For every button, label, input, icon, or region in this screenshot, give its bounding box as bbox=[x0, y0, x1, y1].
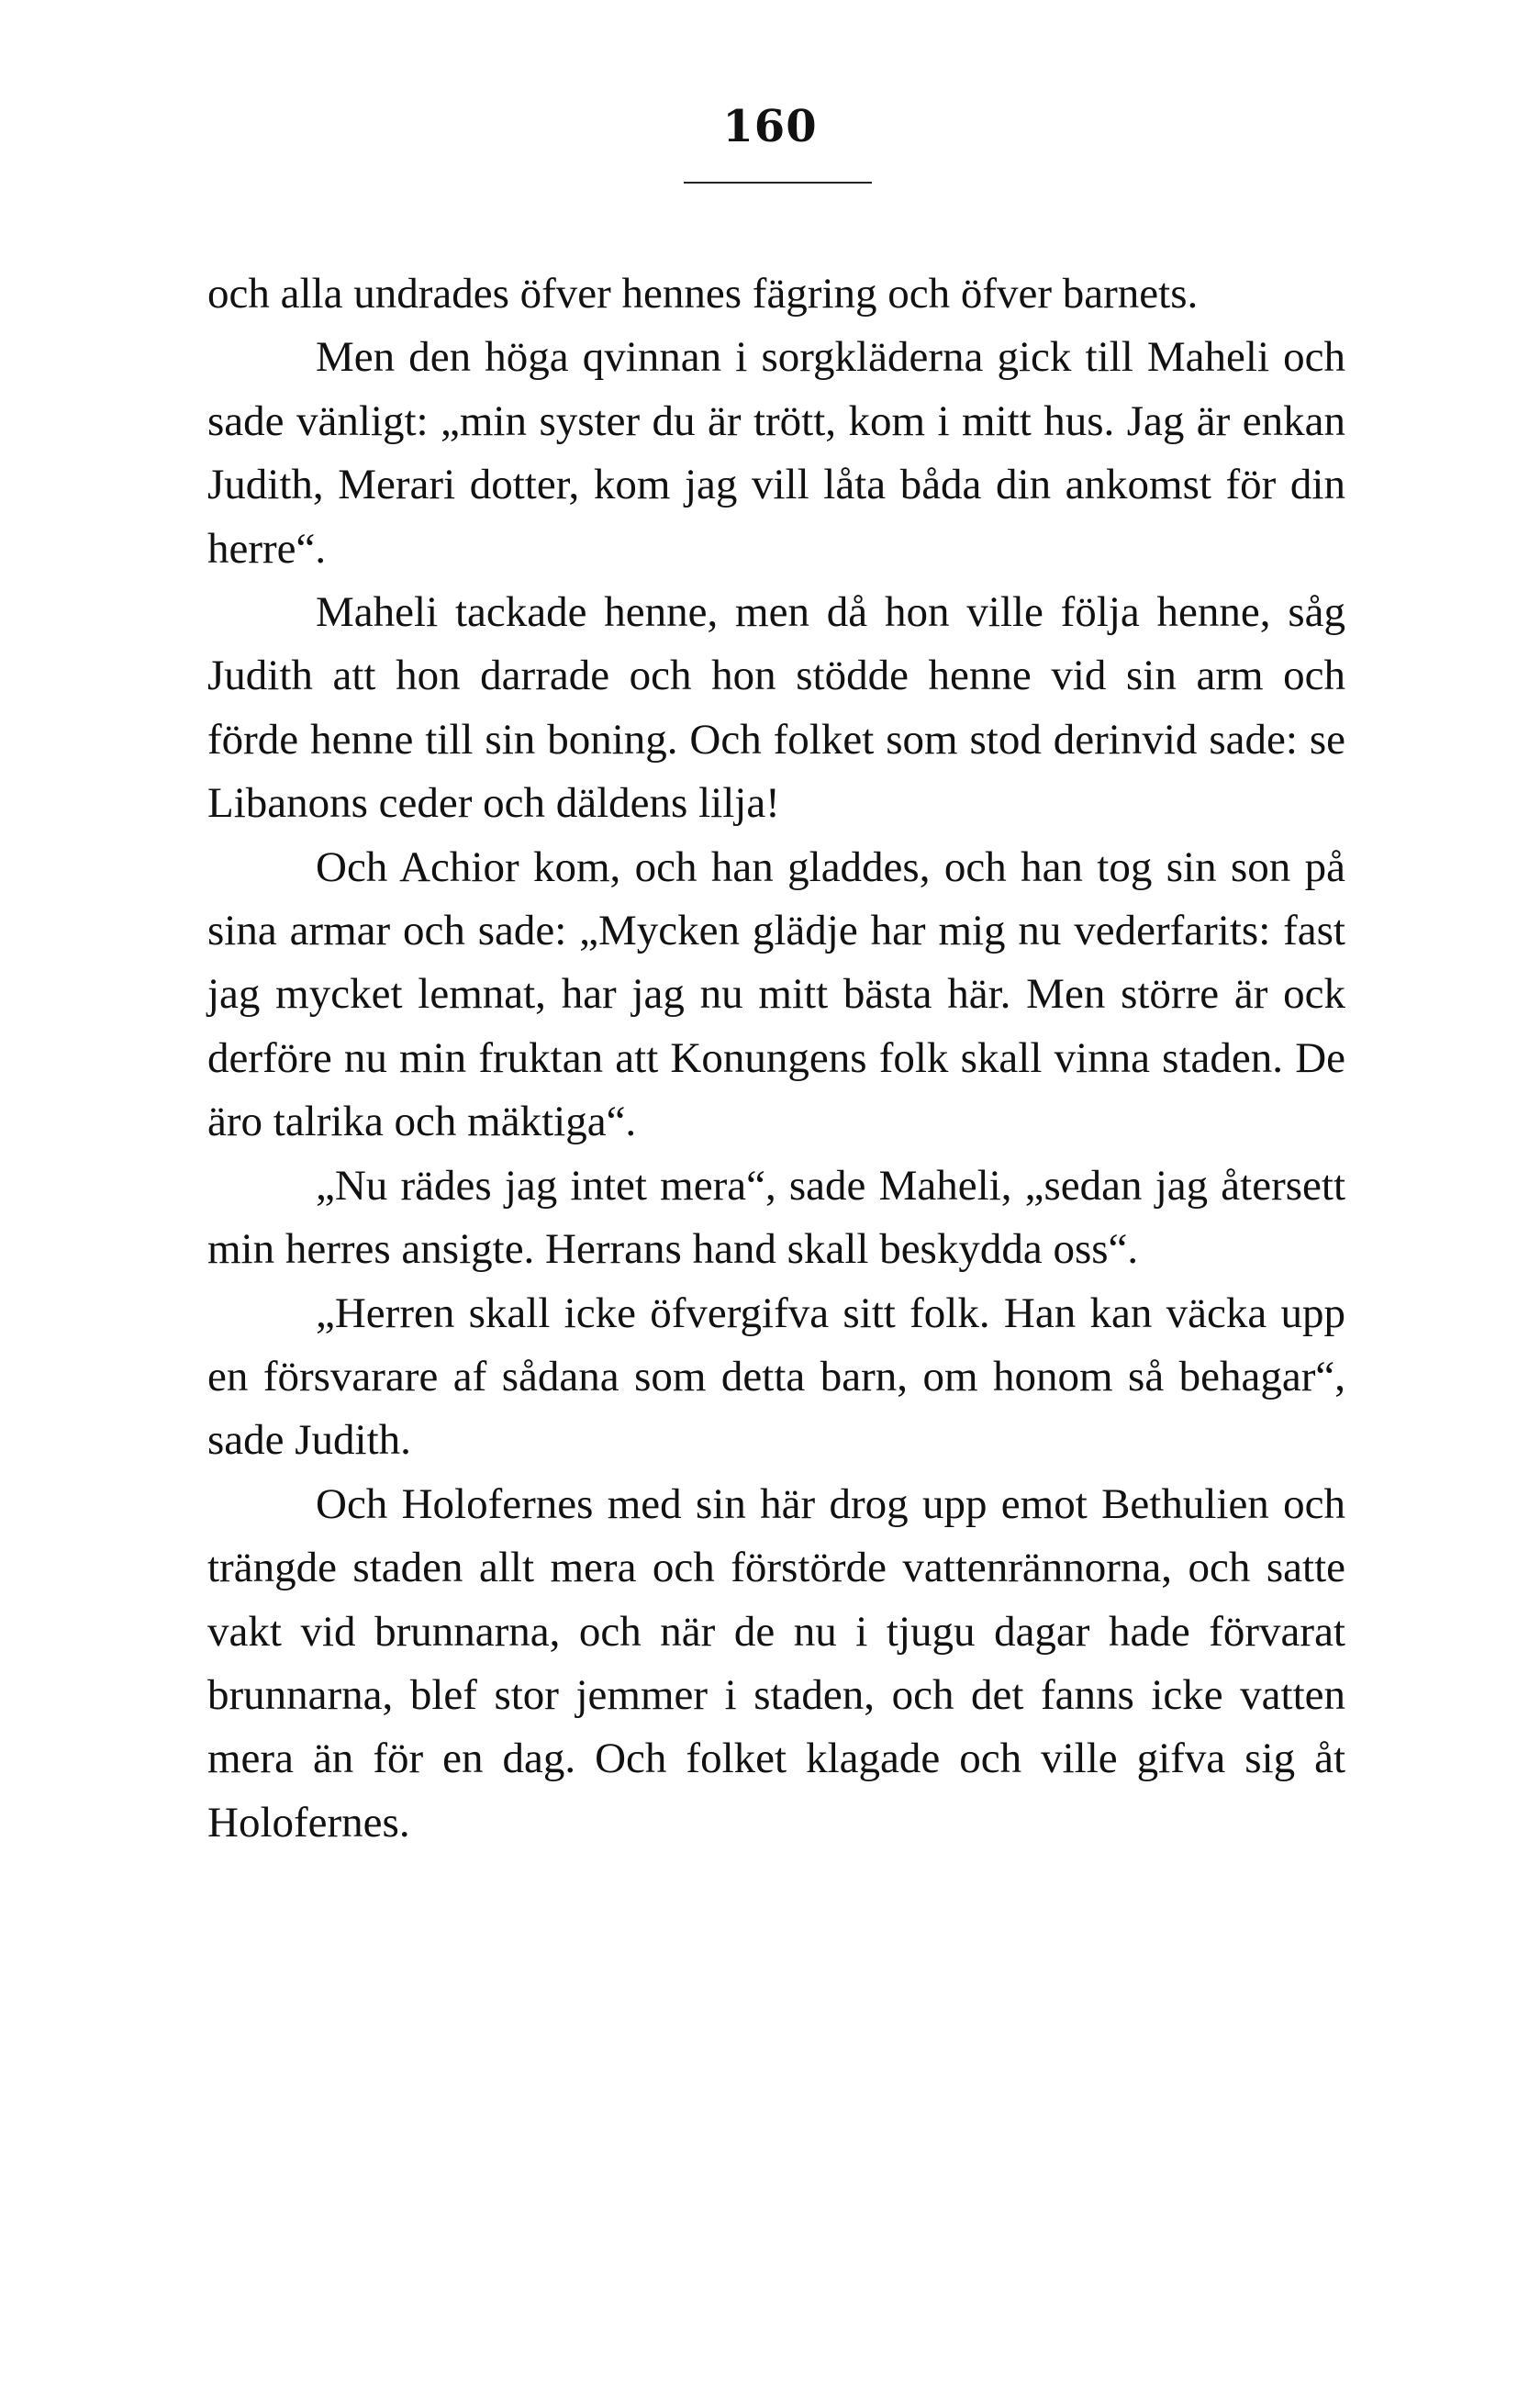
header-rule bbox=[684, 182, 872, 184]
paragraph-4: Och Achior kom, och han gladdes, och han tog sin son på sina armar och sade: „Mycken glädje har mig nu vederfarits: fast jag mycket lemnat, har jag nu mitt bästa här. Men större är ock derföre nu min fruktan att Konungens folk skall vinna staden. De äro talrika och mäktiga“. bbox=[207, 842, 1345, 1146]
page-number: 160 bbox=[722, 101, 818, 152]
body-text bbox=[207, 262, 1345, 1855]
paragraph-2: Men den höga qvinnan i sorgkläderna gick till Maheli och sade vänligt: „min syster du är trött, kom i mitt hus. Jag är enkan Judith, Merari dotter, kom jag vill låta båda din ankomst för din herre“. bbox=[207, 333, 1345, 573]
paragraph-3: Maheli tackade henne, men då hon ville följa henne, såg Judith att hon darrade och hon stödde henne vid sin arm och förde henne till sin boning. Och folket som stod derinvid sade: se Libanons ceder och däldens lilja! bbox=[207, 588, 1345, 828]
paragraph-1: och alla undrades öfver hennes fägring och öfver barnets. bbox=[207, 270, 1199, 318]
paragraph-5: „Nu rädes jag intet mera“, sade Maheli, „sedan jag återsett min herres ansigte. Herrans hand skall beskydda oss“. bbox=[207, 1161, 1345, 1274]
paragraph-7: Och Holofernes med sin här drog upp emot Bethulien och trängde staden allt mera och förstörde vattenrännorna, och satte vakt vid brunnarna, och när de nu i tjugu dagar hade förvarat brunnarna, blef stor jemmer i staden, och det fanns icke vatten mera än för en dag. Och folket klagade och ville gifva sig åt Holofernes. bbox=[207, 1479, 1345, 1847]
paragraph-6: „Herren skall icke öfvergifva sitt folk. Han kan väcka upp en försvarare af sådana som detta barn, om honom så behagar“, sade Judith. bbox=[207, 1289, 1345, 1465]
